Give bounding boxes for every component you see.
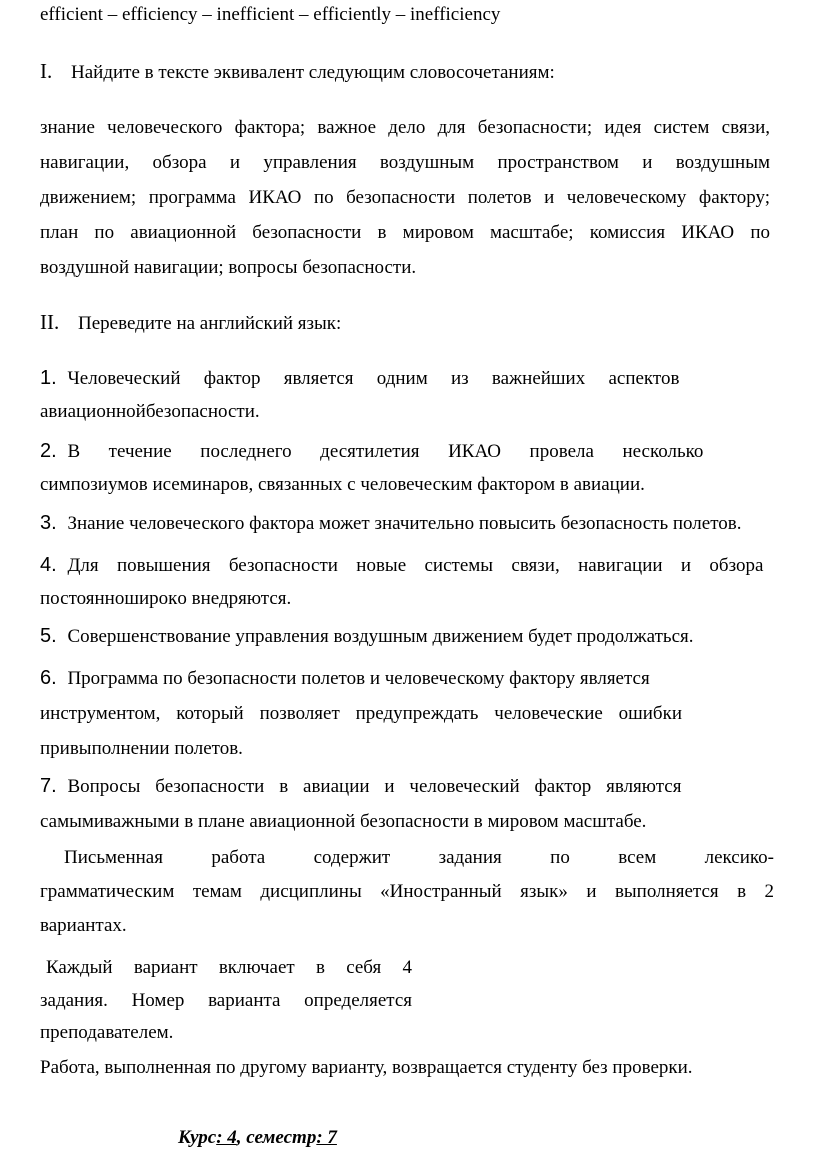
item-number: 1. <box>40 367 57 389</box>
list-item <box>40 553 763 578</box>
item-text: Знание человеческого фактора может значительно повысить безопасность полетов. <box>67 513 742 534</box>
info-para1-line-1: Письменная работа содержит задания по всем лексико- <box>64 847 774 868</box>
course-value: : 4 <box>216 1127 237 1148</box>
task2-heading-row <box>40 310 341 336</box>
list-item <box>40 624 694 649</box>
item-text: Вопросы безопасности в авиации и человеческий фактор являются <box>67 776 682 797</box>
item-text-cont: симпозиумов исеминаров, связанных с человеческим фактором в авиации. <box>40 474 645 495</box>
info-para3: Работа, выполненная по другому варианту, возвращается студенту без проверки. <box>40 1057 693 1078</box>
item-text-cont: авиационнойбезопасности. <box>40 401 260 422</box>
info-para1-line-2: грамматическим темам дисциплины «Иностранный язык» и выполняется в 2 <box>40 881 774 902</box>
item-number: 6. <box>40 667 57 689</box>
item-text: Для повышения безопасности новые системы связи, навигации и обзора <box>67 555 764 576</box>
item-number: 3. <box>40 512 57 534</box>
item-text: В течение последнего десятилетия ИКАО провела несколько <box>67 441 704 462</box>
info-para2-line-2: задания. Номер варианта определяется <box>40 990 412 1011</box>
item-text-cont: инструментом, который позволяет предупреждать человеческие ошибки <box>40 703 682 724</box>
task1-line-2: навигации, обзора и управления воздушным пространством и воздушным <box>40 152 770 173</box>
item-text: Программа по безопасности полетов и человеческому фактору является <box>67 668 650 689</box>
item-text: Совершенствование управления воздушным движением будет продолжаться. <box>67 626 694 647</box>
item-number: 5. <box>40 625 57 647</box>
item-number: 2. <box>40 440 57 462</box>
word-family-line: efficient – efficiency – inefficient – efficiently – inefficiency <box>40 4 501 25</box>
task1-line-4: план по авиационной безопасности в мировом масштабе; комиссия ИКАО по <box>40 222 770 243</box>
task1-heading-row <box>40 59 555 85</box>
task2-heading: Переведите на английский язык: <box>78 313 342 334</box>
course-label: Курс <box>178 1127 217 1148</box>
task1-heading: Найдите в тексте эквивалент следующим словосочетаниям: <box>71 62 555 83</box>
list-item <box>40 439 703 464</box>
semester-label: , семестр <box>236 1127 317 1148</box>
item-number: 4. <box>40 554 57 576</box>
list-item <box>40 774 681 799</box>
task1-line-3: движением; программа ИКАО по безопасности полетов и человеческому фактору; <box>40 187 770 208</box>
course-semester-line <box>178 1126 337 1150</box>
task1-line-1: знание человеческого фактора; важное дело для безопасности; идея систем связи, <box>40 117 770 138</box>
task1-line-5: воздушной навигации; вопросы безопасности. <box>40 257 417 278</box>
item-text: Человеческий фактор является одним из важнейших аспектов <box>67 368 680 389</box>
item-text-cont: постоянноширокo внедряются. <box>40 588 292 609</box>
item-text-cont: самымиважными в плане авиационной безопасности в мировом масштабе. <box>40 811 647 832</box>
item-text-cont: привыполнении полетов. <box>40 738 243 759</box>
list-item <box>40 511 741 536</box>
item-number: 7. <box>40 775 57 797</box>
info-para1-line-3: вариантах. <box>40 915 127 936</box>
task2-numeral: II. <box>40 310 60 334</box>
info-para2-line-1: Каждый вариант включает в себя 4 <box>46 957 412 978</box>
info-para2-line-3: преподавателем. <box>40 1022 174 1043</box>
list-item <box>40 366 690 391</box>
list-item <box>40 666 650 691</box>
semester-value: : 7 <box>316 1127 337 1148</box>
task1-numeral: I. <box>40 59 53 83</box>
